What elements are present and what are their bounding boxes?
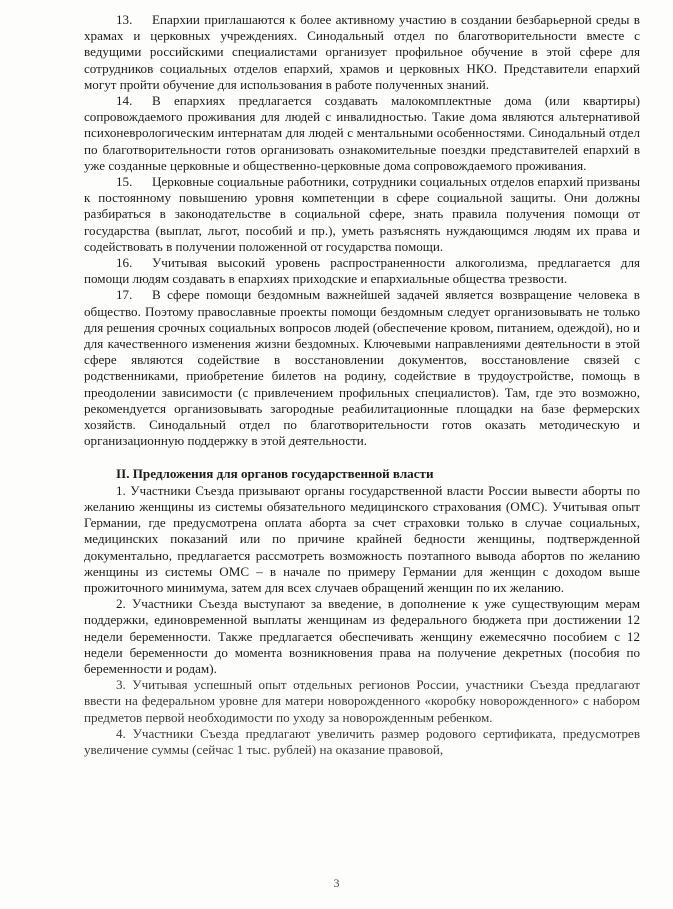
section-spacer (84, 449, 640, 466)
paragraph-text: В епархиях предлагается создавать малокомплектные дома (или квартиры) сопровождаемого проживания для людей с инвалидностью. Такие дома являются альтернативой психоневрологическим интернатам для людей с ментальными особенностями. Синодальный отдел по благотворительности готов организовать ознакомительные поездки представителей епархий в уже созданные церковные и общественно-церковные дома сопровождаемого проживания. (84, 93, 640, 173)
paragraph-13 (84, 12, 640, 93)
paragraph-15 (84, 174, 640, 255)
proposal-3: 3. Учитывая успешный опыт отдельных регионов России, участники Съезда предлагают ввести на федеральном уровне для матери новорожденного «коробку новорожденного» с набором предметов первой необходимости по уходу за новорожденным ребенком. (84, 677, 640, 725)
paragraph-17 (84, 287, 640, 449)
proposal-4: 4. Участники Съезда предлагают увеличить размер родового сертификата, предусмотрев увеличение суммы (сейчас 1 тыс. рублей) на оказание правовой, (84, 725, 640, 757)
paragraph-text: В сфере помощи бездомным важнейшей задачей является возвращение человека в общество. Поэтому православные проекты помощи бездомным следует организовывать не только для решения срочных социальных вопросов людей (обеспечение кровом, питанием, одеждой), но и для качественного изменения жизни бездомных. Ключевыми направлениями деятельности в этой сфере являются содействие в восстановлении документов, восстановление связей с родственниками, приобретение билетов на родину, содействие в трудоустройстве, помощь в преодолении зависимости (с привлечением профильных специалистов). Там, где это возможно, рекомендуется организовывать загородные реабилитационные площадки на базе фермерских хозяйств. Синодальный отдел по благотворительности готов оказать методическую и организационную поддержку в этой деятельности. (84, 287, 640, 449)
document-body (84, 12, 640, 758)
paragraph-number: 17. (116, 287, 133, 303)
paragraph-14 (84, 93, 640, 174)
paragraph-16 (84, 255, 640, 287)
proposal-1: 1. Участники Съезда призывают органы государственной власти России вывести аборты по желанию женщины из системы обязательного медицинского страхования (ОМС). Учитывая опыт Германии, где предусмотрена оплата аборта за счет страховки только в случае социальных, медицинских показаний или по причине крайней бедности женщины, подтвержденной документально, предлагается рассмотреть возможность поэтапного вывода абортов по желанию женщины из системы ОМС – в начале по примеру Германии для женщин с доходом выше прожиточного минимума, затем для всех случаев обращений женщин по их желанию. (84, 482, 640, 595)
paragraph-number: 16. (116, 255, 133, 271)
paragraph-number: 14. (116, 93, 133, 109)
paragraph-text: Епархии приглашаются к более активному участию в создании безбарьерной среды в храмах и церковных учреждениях. Синодальный отдел по благотворительности вместе с ведущими российскими специалистами организует профильное обучение в этой сфере для сотрудников социальных отделов епархий, храмов и церковных НКО. Представители епархий могут пройти обучение для использования в работе полученных знаний. (84, 12, 640, 92)
section-heading: II. Предложения для органов государственной власти (116, 466, 434, 482)
paragraph-text: Учитывая высокий уровень распространенности алкоголизма, предлагается для помощи людям создавать в епархиях приходские и епархиальные общества трезвости. (84, 255, 640, 287)
paragraph-number: 15. (116, 174, 133, 190)
proposal-2: 2. Участники Съезда выступают за введение, в дополнение к уже существующим мерам поддержки, единовременной выплаты женщинам из федерального бюджета при достижении 12 недели беременности. Также предлагается обеспечивать женщину ежемесячно пособием с 12 недели беременности до момента возникновения права на получение декретных (пособия по беременности и родам). (84, 596, 640, 676)
paragraph-text: Церковные социальные работники, сотрудники социальных отделов епархий призваны к постоянному повышению уровня компетенции в сфере социальной защиты. Они должны разбираться в законодательстве в социальной сфере, знать правила получения помощи от государства (выплат, льгот, пособий и пр.), уметь разъяснять нуждающимся людям их права и содействовать в получении положенной от государства помощи. (84, 174, 640, 254)
page-number: 3 (333, 876, 340, 890)
paragraph-number: 13. (116, 12, 133, 27)
